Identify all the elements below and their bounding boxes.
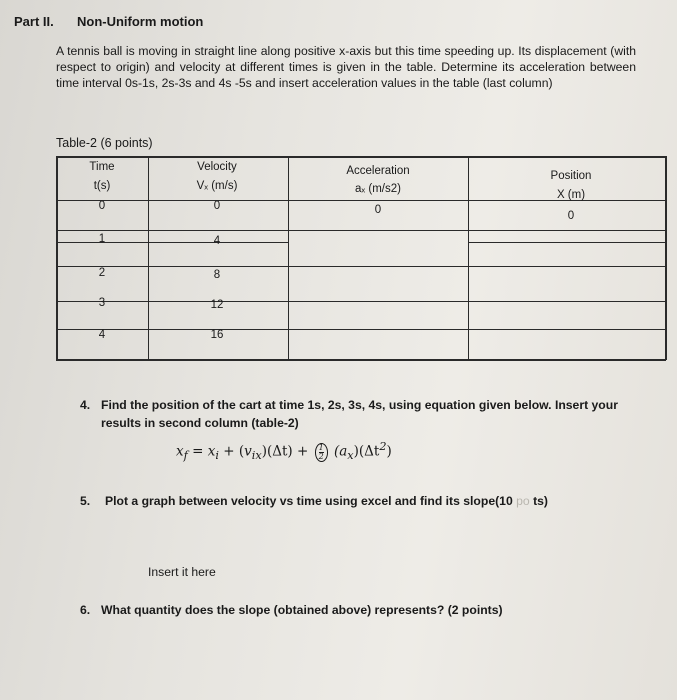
table-rule-col2 [288,156,289,360]
eq-dt2: )(Δt [353,443,380,460]
eq-xi: x [207,443,216,460]
question-6-number: 6. [80,603,91,617]
question-4-number: 4. [80,398,91,412]
cell-time-1: 1 [98,233,106,245]
eq-lhs: x [176,443,184,460]
eq-lhs-sub: f [183,449,188,463]
cell-velocity-4: 16 [210,329,224,341]
part-title: Non-Uniform motion [77,14,204,29]
table-rule-left [56,156,58,360]
cell-position-0: 0 [567,210,575,222]
cell-velocity-2: 8 [213,269,221,281]
question-5-text [105,494,548,508]
header-acceleration-label: Acceleration [346,165,410,177]
question-5-end: ts) [533,494,548,508]
eq-close: ) [386,443,392,460]
cell-velocity-1: 4 [213,235,221,247]
header-velocity-unit: Vₓ (m/s) [196,180,238,192]
eq-ax: (a [329,443,348,460]
header-acceleration-unit: aₓ (m/s2) [355,183,401,195]
eq-frac-num: 1 [318,442,324,452]
table-caption: Table-2 (6 points) [56,136,153,150]
table-rule-right [665,156,667,360]
part-label: Part II. [14,14,54,29]
table-rule-row2 [56,242,288,243]
question-5-number: 5. [80,494,91,508]
cell-velocity-0: 0 [213,200,221,212]
eq-v-sub: ix [251,449,262,463]
header-time-unit: t(s) [93,180,111,192]
eq-half-fraction [315,443,328,462]
cell-acceleration-0: 0 [374,204,382,216]
eq-equals: = [187,443,208,460]
question-5-main: Plot a graph between velocity vs time using excel and find its slope(10 [105,494,517,508]
cell-time-0: 0 [98,200,106,212]
table-rule-col3 [468,156,469,360]
insert-placeholder: Insert it here [148,565,216,579]
question-4-line1: Find the position of the cart at time 1s, 2s, 3s, 4s, using equation given below. Insert your [101,398,618,412]
header-position-label: Position [550,170,592,182]
cell-time-4: 4 [98,329,106,341]
question-4-line2: results in second column (table-2) [101,416,299,430]
header-time-label: Time [89,161,115,173]
eq-ax-sub: x [347,449,354,463]
cell-time-2: 2 [98,267,106,279]
table-rule-col1 [148,156,149,360]
intro-paragraph: A tennis ball is moving in straight line along positive x-axis but this time speeding up. Its displacement (with respect to origin) and velocity at different times is given in the table. Determine its acceleration between time interval 0s-1s, 2s-3s and 4s -5s and insert acceleration values in the table (last column) [56,44,636,90]
eq-plus1: + ( [218,443,245,460]
header-position-unit: X (m) [556,189,586,201]
eq-frac-den: 2 [318,451,324,461]
eq-xi-sub: i [215,449,219,463]
cell-velocity-3: 12 [210,299,224,311]
eq-dt2-sup: 2 [379,440,387,453]
eq-dt: )(Δt) + [261,443,313,460]
header-velocity-label: Velocity [197,161,237,173]
cell-time-3: 3 [98,297,106,309]
eq-v: v [244,443,252,460]
kinematics-equation [176,440,392,462]
data-table [56,156,667,360]
question-6-text: What quantity does the slope (obtained above) represents? (2 points) [101,603,503,617]
question-5-smudged: po [516,494,530,508]
table-rule-row2b [468,242,667,243]
